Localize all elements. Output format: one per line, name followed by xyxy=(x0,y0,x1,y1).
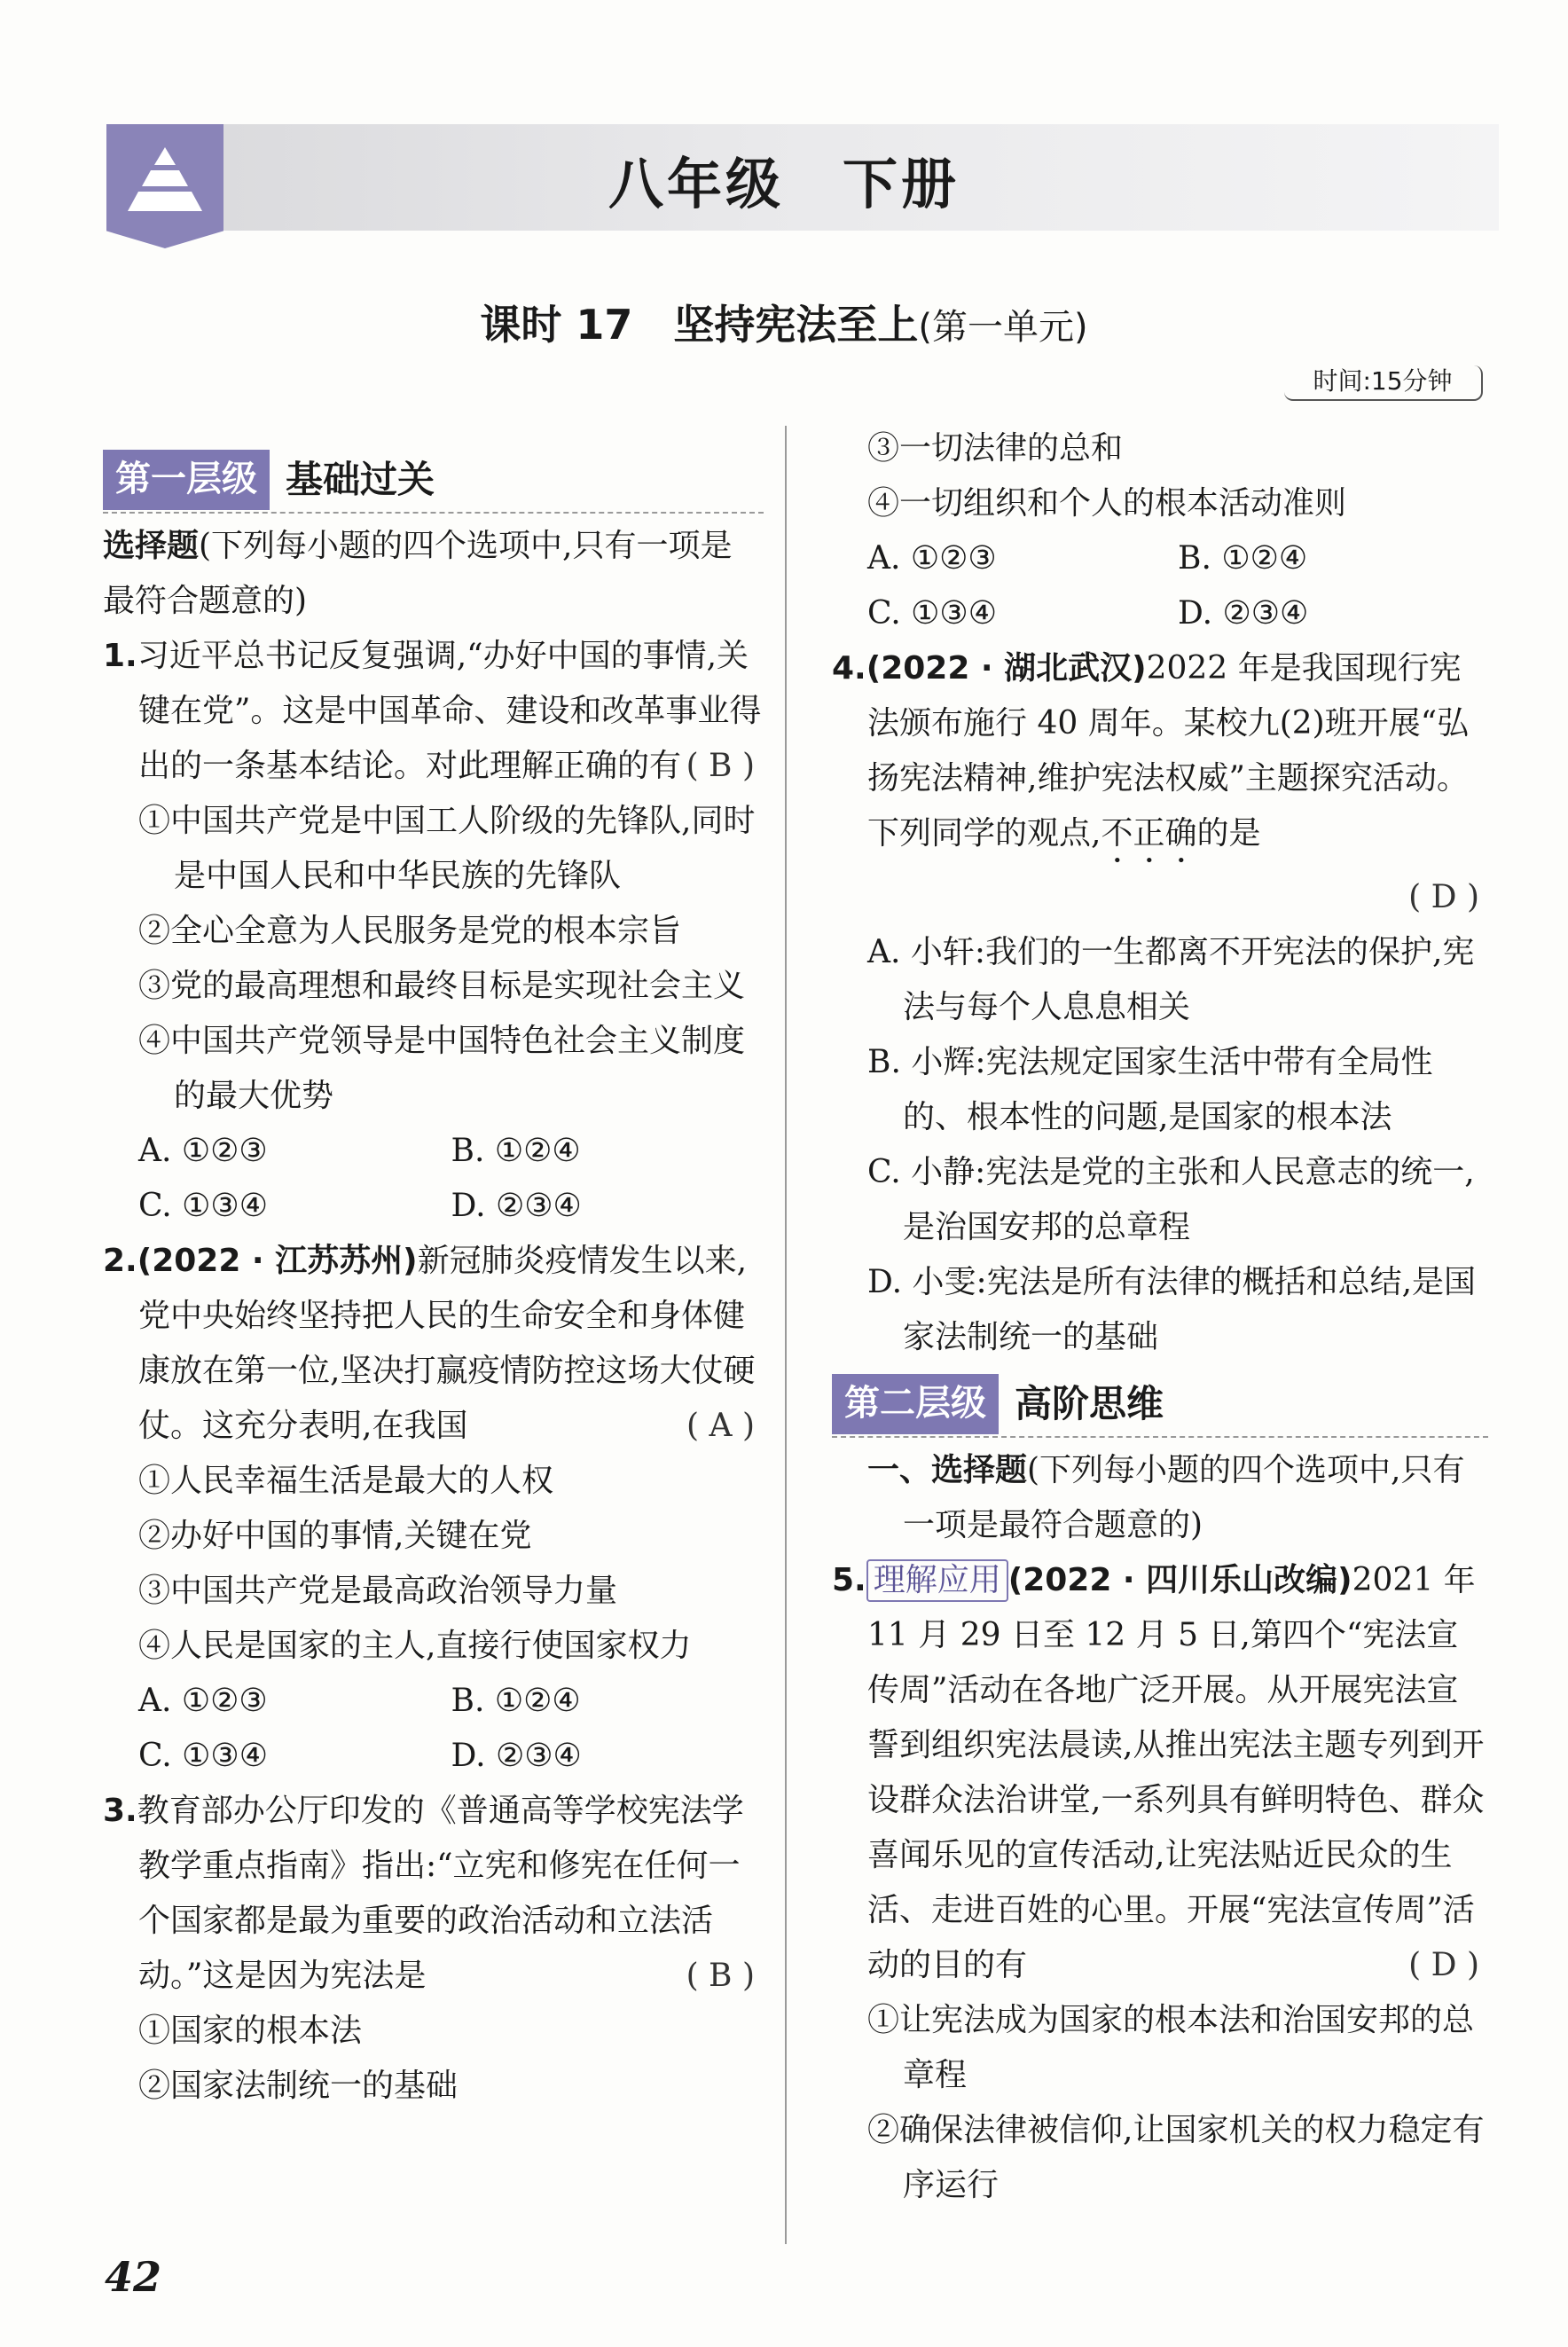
options-row: C. ①③④ D. ②③④ xyxy=(138,1738,582,1774)
statement: ③中国共产党是最高政治领导力量 xyxy=(138,1573,618,1609)
level-tag: 第一层级 xyxy=(103,450,270,510)
answer: ( D ) xyxy=(1408,879,1479,915)
answer: ( B ) xyxy=(686,1958,755,1994)
right-column xyxy=(832,421,1488,2213)
question-1: 1.习近平总书记反复强调,“办好中国的事情,关键在党”。这是中国革命、建设和改革事业得出的一条基本结论。对此理解正确的有 ( B ) ①中国共产党是中国工人阶级的先锋队,同时是中国人民和中华民族的先锋队 ②全心全意为人民服务是党的根本宗旨 ③党的最高理想和最终目标是实现社会主义 ④中国共产党领导是中国特色社会主义制度的最大优势 A. ①②③ B. ①②④ C. ①③④ D. ②③④ xyxy=(103,629,764,1234)
choice: D. 小雯:宪法是所有法律的概括和总结,是国家法制统一的基础 xyxy=(867,1264,1477,1355)
choice: A. 小轩:我们的一生都离不开宪法的保护,宪法与每个人息息相关 xyxy=(867,934,1475,1025)
level-name: 基础过关 xyxy=(286,458,435,501)
page-number: 42 xyxy=(105,2253,162,2301)
question-5: 5. 理解应用 (2022 · 四川乐山改编)2021 年 11 月 29 日至 12 月 5 日,第四个“宪法宣传周”活动在各地广泛开展。从开展宪法宣誓到组织宪法晨读,从推出宪法主题专列到开设群众法治讲堂,一系列具有鲜明特色、群众喜闻乐见的宣传活动,让宪法贴近民众的生活、走进百姓的心里。开展“宪法宣传周”活动的目的有 ( D ) ①让宪法成为国家的根本法和治国安邦的总章程 ②确保法律被信仰,让国家机关的权力稳定有序运行 xyxy=(832,1553,1488,2213)
question-3: 3.教育部办公厅印发的《普通高等学校宪法学教学重点指南》指出:“立宪和修宪在任何一个国家都是最为重要的政治活动和立法活动。”这是因为宪法是 ( B ) ①国家的根本法 ②国家法制统一的基础 xyxy=(103,1784,764,2114)
question-tag: 理解应用 xyxy=(866,1559,1008,1602)
options-row: A. ①②③ B. ①②④ xyxy=(138,1133,581,1169)
column-divider xyxy=(785,426,787,2244)
statement: ②确保法律被信仰,让国家机关的权力稳定有序运行 xyxy=(867,2112,1485,2203)
statement: ④人民是国家的主人,直接行使国家权力 xyxy=(138,1628,692,1664)
time-limit-tag: 时间:15分钟 xyxy=(1284,365,1483,401)
statement: ①中国共产党是中国工人阶级的先锋队,同时是中国人民和中华民族的先锋队 xyxy=(138,803,756,894)
statement: ②国家法制统一的基础 xyxy=(138,2068,459,2104)
section-instructions: 选择题(下列每小题的四个选项中,只有一项是最符合题意的) xyxy=(103,528,733,619)
lesson-unit: (第一单元) xyxy=(918,307,1088,348)
answer: ( A ) xyxy=(686,1408,755,1444)
level-heading xyxy=(103,448,764,514)
options-row: C. ①③④ D. ②③④ xyxy=(138,1188,582,1224)
answer: ( B ) xyxy=(686,748,755,784)
statement: ①让宪法成为国家的根本法和治国安邦的总章程 xyxy=(867,2002,1475,2093)
options-row: A. ①②③ B. ①②④ xyxy=(138,1683,581,1719)
level-heading xyxy=(832,1372,1488,1438)
options-row: A. ①②③ B. ①②④ xyxy=(867,540,1308,577)
left-column xyxy=(103,448,764,2114)
level-tag: 第二层级 xyxy=(832,1374,999,1434)
lesson-title xyxy=(0,293,1568,351)
statement: ③党的最高理想和最终目标是实现社会主义 xyxy=(138,968,746,1004)
statement: ②办好中国的事情,关键在党 xyxy=(138,1518,532,1554)
answer: ( D ) xyxy=(1408,1947,1479,1983)
lesson-name: 课时 17 坚持宪法至上 xyxy=(480,301,919,349)
choice: B. 小辉:宪法规定国家生活中带有全局性的、根本性的问题,是国家的根本法 xyxy=(867,1044,1433,1135)
statement: ④一切组织和个人的根本活动准则 xyxy=(867,485,1347,522)
grade-title: 八年级 下册 xyxy=(608,152,960,216)
emphasis-text: 不正确 xyxy=(1101,815,1197,852)
options-row: C. ①③④ D. ②③④ xyxy=(867,595,1309,632)
question-4: 4.(2022 · 湖北武汉)2022 年是我国现行宪法颁布施行 40 周年。某校九(2)班开展“弘扬宪法精神,维护宪法权威”主题探究活动。下列同学的观点,不正确的是 ( D ) A. 小轩:我们的一生都离不开宪法的保护,宪法与每个人息息相关 B. 小辉:宪法规定国家生活中带有全局性的、根本性的问题,是国家的根本法 C. 小静:宪法是党的主张和人民意志的统一,是治国安邦的总章程 D. 小雯:宪法是所有法律的概括和总结,是国家法制统一的基础 xyxy=(832,641,1488,1365)
statement: ③一切法律的总和 xyxy=(867,430,1124,467)
choice: C. 小静:宪法是党的主张和人民意志的统一,是治国安邦的总章程 xyxy=(867,1154,1475,1245)
statement: ④中国共产党领导是中国特色社会主义制度的最大优势 xyxy=(138,1023,746,1114)
statement: ①人民幸福生活是最大的人权 xyxy=(138,1463,554,1499)
level-name: 高阶思维 xyxy=(1015,1382,1164,1425)
question-2: 2.(2022 · 江苏苏州)新冠肺炎疫情发生以来,党中央始终坚持把人民的生命安全和身体健康放在第一位,坚决打赢疫情防控这场大仗硬仗。这充分表明,在我国 ( A ) ①人民幸福生活是最大的人权 ②办好中国的事情,关键在党 ③中国共产党是最高政治领导力量 ④人民是国家的主人,直接行使国家权力 A. ①②③ B. ①②④ C. ①③④ D. ②③④ xyxy=(103,1234,764,1784)
statement: ②全心全意为人民服务是党的根本宗旨 xyxy=(138,913,682,949)
statement: ①国家的根本法 xyxy=(138,2013,363,2049)
section-instructions: 一、选择题(下列每小题的四个选项中,只有一项是最符合题意的) xyxy=(867,1452,1465,1543)
